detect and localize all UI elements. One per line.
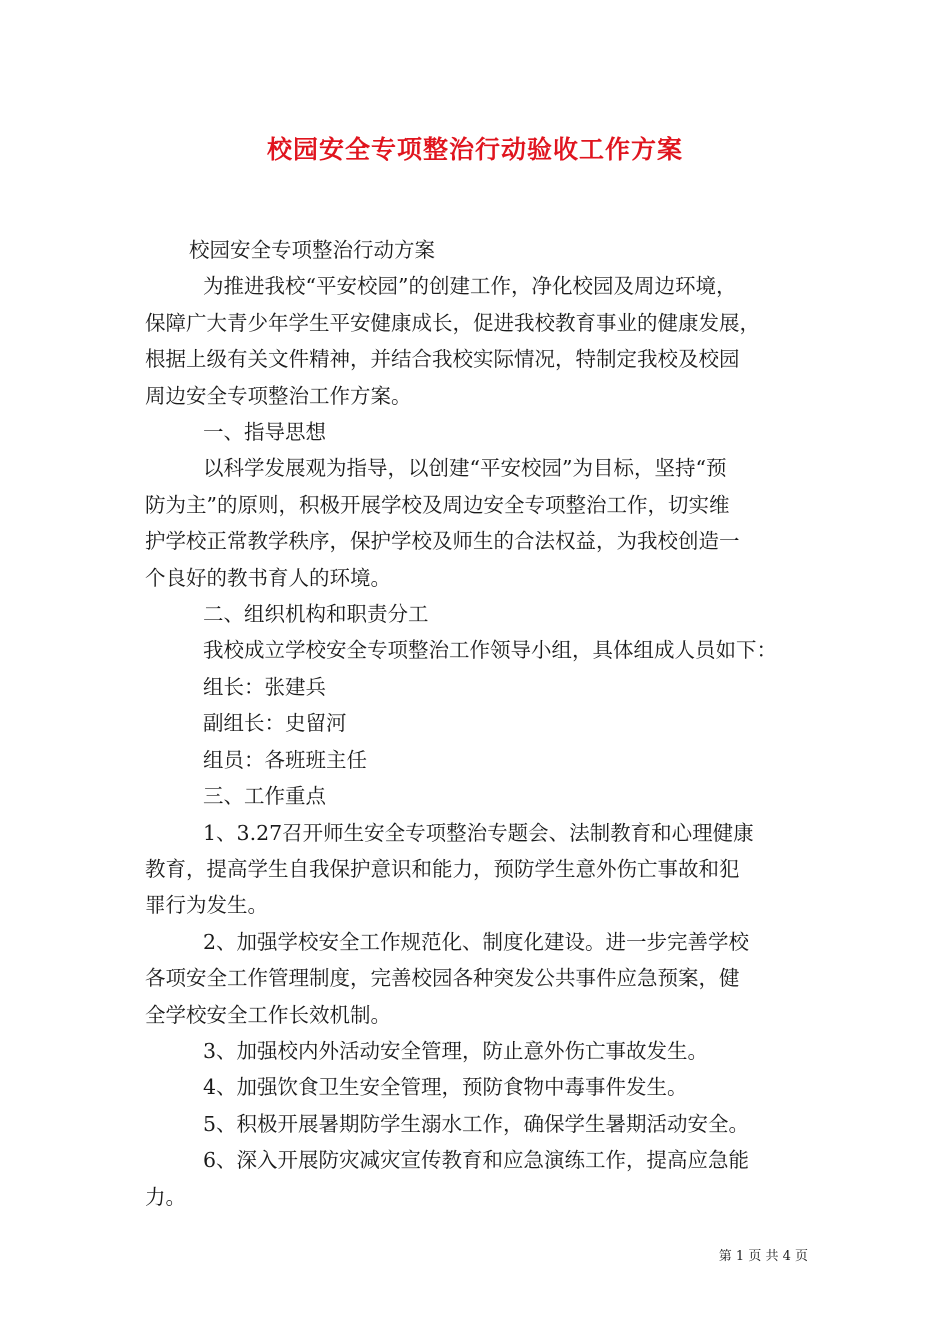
section-heading: 二、组织机构和职责分工	[203, 602, 429, 627]
paragraph-line: 各项安全工作管理制度，完善校园各种突发公共事件应急预案，健	[145, 966, 740, 991]
paragraph-line: 3、加强校内外活动安全管理，防止意外伤亡事故发生。	[203, 1038, 709, 1063]
paragraph-line: 以科学发展观为指导，以创建“平安校园”为目标，坚持“预	[203, 456, 727, 481]
paragraph-line: 罪行为发生。	[145, 893, 268, 918]
paragraph-line: 1、3.27召开师生安全专项整治专题会、法制教育和心理健康	[203, 820, 754, 845]
document-body	[145, 232, 810, 1215]
paragraph-line: 根据上级有关文件精神，并结合我校实际情况，特制定我校及校园	[145, 347, 740, 372]
paragraph-line: 组员：各班班主任	[203, 747, 367, 772]
paragraph-line: 5、积极开展暑期防学生溺水工作，确保学生暑期活动安全。	[203, 1111, 750, 1136]
paragraph-line: 力。	[145, 1184, 186, 1209]
paragraph-line: 副组长：史留河	[203, 711, 347, 736]
paragraph-line: 4、加强饮食卫生安全管理，预防食物中毒事件发生。	[203, 1075, 688, 1100]
paragraph-line: 2、加强学校安全工作规范化、制度化建设。进一步完善学校	[203, 929, 750, 954]
section-heading: 一、指导思想	[203, 420, 326, 445]
section-heading: 三、工作重点	[203, 784, 326, 809]
paragraph-line: 教育，提高学生自我保护意识和能力，预防学生意外伤亡事故和犯	[145, 856, 740, 881]
paragraph-line: 我校成立学校安全专项整治工作领导小组，具体组成人员如下：	[203, 638, 777, 663]
paragraph-line: 校园安全专项整治行动方案	[189, 238, 435, 262]
paragraph-line: 组长：张建兵	[203, 674, 326, 699]
paragraph-line: 6、深入开展防灾减灾宣传教育和应急演练工作，提高应急能	[203, 1148, 750, 1173]
paragraph-line: 防为主”的原则，积极开展学校及周边安全专项整治工作，切实维	[145, 492, 730, 517]
paragraph-line: 保障广大青少年学生平安健康成长，促进我校教育事业的健康发展，	[145, 310, 760, 335]
paragraph-line: 护学校正常教学秩序，保护学校及师生的合法权益，为我校创造一	[145, 529, 740, 554]
paragraph-line: 个良好的教书育人的环境。	[145, 565, 391, 590]
page-number: 第 1 页 共 4 页	[718, 1249, 808, 1264]
paragraph-line: 为推进我校“平安校园”的创建工作，净化校园及周边环境，	[203, 274, 737, 299]
document-title: 校园安全专项整治行动验收工作方案	[266, 135, 683, 164]
paragraph-line: 周边安全专项整治工作方案。	[145, 383, 412, 408]
paragraph-line: 全学校安全工作长效机制。	[145, 1002, 391, 1027]
